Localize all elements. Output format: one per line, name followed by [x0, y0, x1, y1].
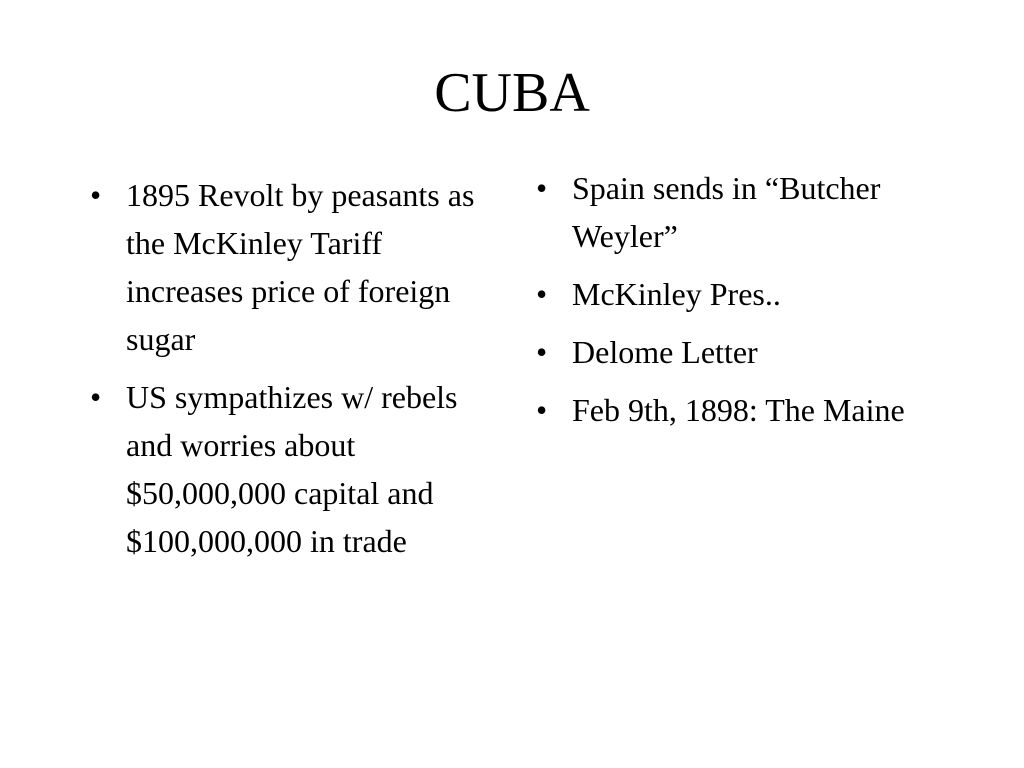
list-item	[82, 171, 502, 363]
bullet-text: Delome Letter	[572, 334, 758, 370]
right-bullet-list	[528, 164, 948, 444]
list-item	[528, 164, 948, 260]
bullet-icon: •	[90, 379, 102, 415]
bullet-text: Spain sends in “Butcher Weyler”	[572, 170, 881, 254]
bullet-icon: •	[536, 170, 548, 206]
bullet-text: US sympathizes w/ rebels and worries about $50,000,000 capital and $100,000,000 in trade	[126, 379, 458, 559]
list-item	[528, 328, 948, 376]
left-bullet-list	[82, 171, 502, 575]
list-item	[82, 373, 502, 565]
bullet-text: 1895 Revolt by peasants as the McKinley Tariff increases price of foreign sugar	[126, 177, 475, 357]
bullet-icon: •	[536, 392, 548, 428]
list-item	[528, 386, 948, 434]
slide-title: CUBA	[434, 62, 590, 124]
bullet-text: Feb 9th, 1898: The Maine	[572, 392, 905, 428]
bullet-icon: •	[536, 334, 548, 370]
bullet-icon: •	[536, 276, 548, 312]
bullet-text: McKinley Pres..	[572, 276, 781, 312]
bullet-icon: •	[90, 177, 102, 213]
list-item	[528, 270, 948, 318]
